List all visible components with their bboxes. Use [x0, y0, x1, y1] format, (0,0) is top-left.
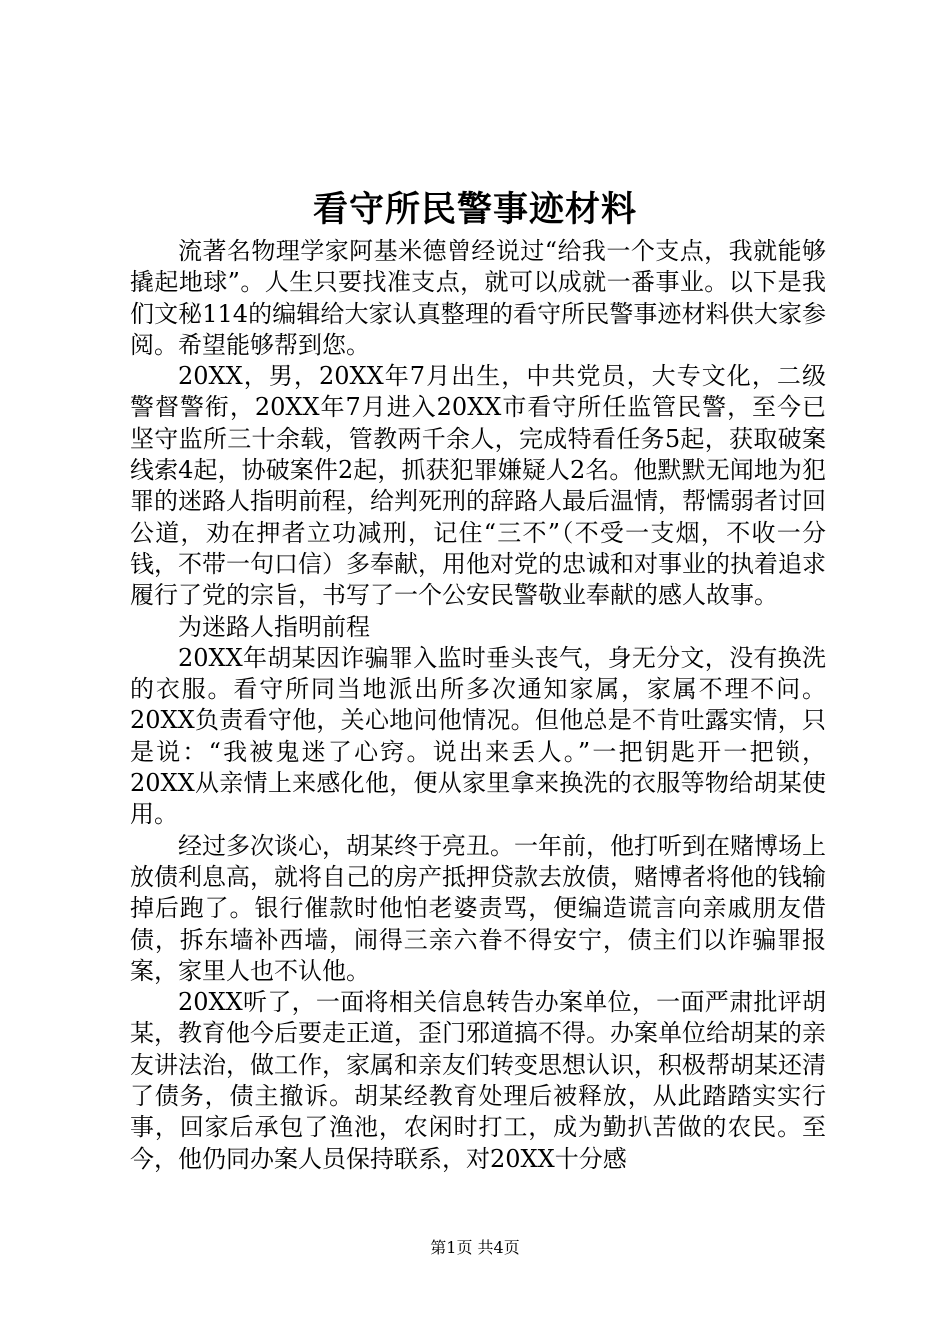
section-heading: 为迷路人指明前程 [178, 612, 370, 641]
paragraph-case-hu: 20XX年胡某因诈骗罪入监时垂头丧气，身无分文，没有换洗的衣服。看守所同当地派出所多次通知家属，家属不理不问。20XX负责看守他，关心地问他情况。但他总是不肯吐露实情，只是说：“我被鬼迷了心窍。说出来丢人。”一把钥匙开一把锁，20XX从亲情上来感化他，便从家里拿来换洗的衣服等物给胡某使用。 [130, 643, 826, 829]
paragraph-confession: 经过多次谈心，胡某终于亮丑。一年前，他打听到在赌博场上放债利息高，就将自己的房产抵押贷款去放债，赌博者将他的钱输掉后跑了。银行催款时他怕老婆责骂，便编造谎言向亲戚朋友借债，拆东墙补西墙，闹得三亲六眷不得安宁，债主们以诈骗罪报案，家里人也不认他。 [130, 831, 826, 985]
paragraph-intro: 流著名物理学家阿基米德曾经说过“给我一个支点，我就能够撬起地球”。人生只要找准支点，就可以成就一番事业。以下是我们文秘114的编辑给大家认真整理的看守所民警事迹材料供大家参阅。希望能够帮到您。 [130, 237, 826, 359]
document-body [130, 236, 826, 1175]
paragraph-outcome: 20XX听了，一面将相关信息转告办案单位，一面严肃批评胡某，教育他今后要走正道，歪门邪道搞不得。办案单位给胡某的亲友讲法治，做工作，家属和亲友们转变思想认识，积极帮胡某还清了债务，债主撤诉。胡某经教育处理后被释放，从此踏踏实实行事，回家后承包了渔池，农闲时打工，成为勤扒苦做的农民。至今，他仍同办案人员保持联系，对20XX十分感 [130, 988, 826, 1173]
paragraph-profile: 20XX，男，20XX年7月出生，中共党员，大专文化，二级警督警衔，20XX年7月进入20XX市看守所任监管民警，至今已坚守监所三十余载，管教两千余人，完成特看任务5起，获取破案线索4起，协破案件2起，抓获犯罪嫌疑人2名。他默默无闻地为犯罪的迷路人指明前程，给判死刑的辞路人最后温情，帮懦弱者讨回公道，劝在押者立功减刑，记住“三不”（不受一支烟，不收一分钱，不带一句口信）多奉献，用他对党的忠诚和对事业的执着追求履行了党的宗旨，书写了一个公安民警敬业奉献的感人故事。 [130, 362, 826, 610]
document-title: 看守所民警事迹材料 [312, 189, 637, 230]
page-footer: 第1页 共4页 [430, 1238, 520, 1257]
